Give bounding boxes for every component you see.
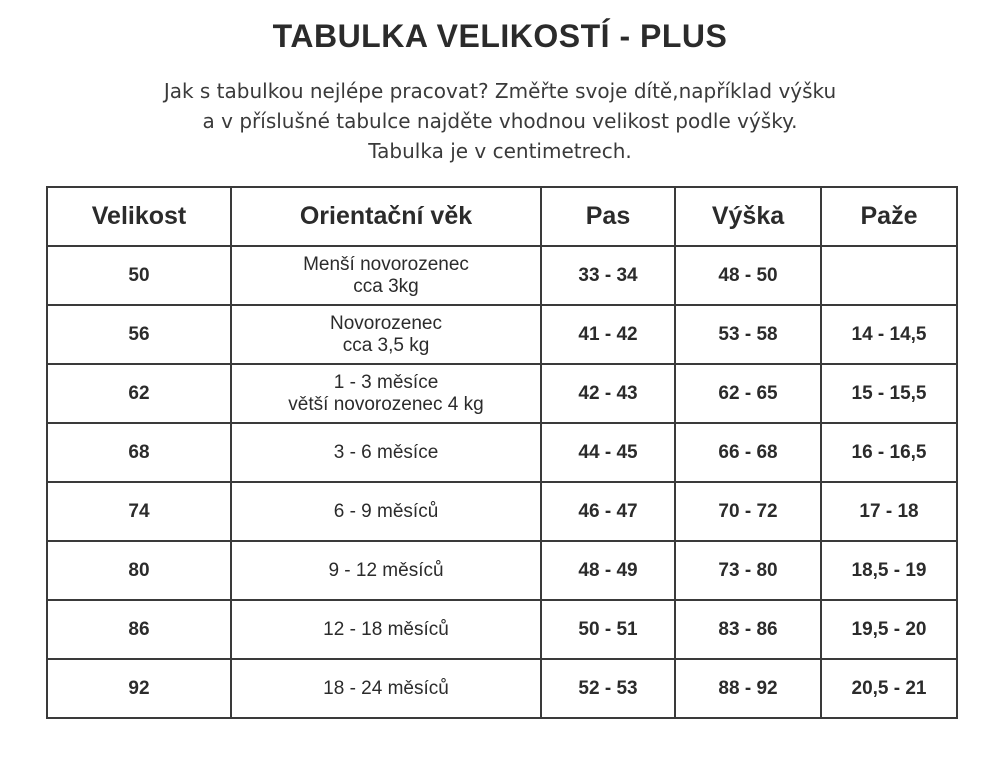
- intro-line: a v příslušné tabulce najděte vhodnou velikost podle výšky.: [202, 109, 798, 133]
- table-row: [47, 246, 957, 305]
- cell-height: 62 - 65: [675, 364, 821, 423]
- cell-arm: [821, 246, 957, 305]
- table-row: [47, 423, 957, 482]
- cell-height: 88 - 92: [675, 659, 821, 718]
- cell-arm: 14 - 14,5: [821, 305, 957, 364]
- cell-height: 66 - 68: [675, 423, 821, 482]
- cell-height: 53 - 58: [675, 305, 821, 364]
- header-size: Velikost: [47, 187, 231, 246]
- cell-age-line: 6 - 9 měsíců: [333, 500, 439, 522]
- header-waist: Pas: [541, 187, 675, 246]
- cell-waist: 50 - 51: [541, 600, 675, 659]
- cell-age: [231, 600, 541, 659]
- cell-age-line: Novorozenec: [330, 312, 442, 334]
- cell-height: 70 - 72: [675, 482, 821, 541]
- cell-size: 68: [47, 423, 231, 482]
- intro-text: [0, 76, 1000, 166]
- intro-line: Jak s tabulkou nejlépe pracovat? Změřte svoje dítě,například výšku: [163, 79, 837, 103]
- size-table: [46, 186, 958, 719]
- cell-age-line: Menší novorozenec: [303, 253, 469, 275]
- cell-height: 73 - 80: [675, 541, 821, 600]
- cell-size: 86: [47, 600, 231, 659]
- cell-height: 48 - 50: [675, 246, 821, 305]
- intro-line: Tabulka je v centimetrech.: [368, 139, 632, 163]
- cell-age-line: cca 3kg: [353, 275, 419, 297]
- cell-waist: 46 - 47: [541, 482, 675, 541]
- cell-arm: 19,5 - 20: [821, 600, 957, 659]
- cell-age: [231, 305, 541, 364]
- cell-waist: 33 - 34: [541, 246, 675, 305]
- cell-waist: 52 - 53: [541, 659, 675, 718]
- table-row: [47, 482, 957, 541]
- table-header-row: [47, 187, 957, 246]
- table-row: [47, 364, 957, 423]
- cell-waist: 42 - 43: [541, 364, 675, 423]
- cell-arm: 18,5 - 19: [821, 541, 957, 600]
- cell-size: 62: [47, 364, 231, 423]
- table-row: [47, 305, 957, 364]
- cell-age-line: 12 - 18 měsíců: [323, 618, 449, 640]
- header-age: Orientační věk: [231, 187, 541, 246]
- cell-age: [231, 659, 541, 718]
- cell-waist: 41 - 42: [541, 305, 675, 364]
- cell-age: [231, 423, 541, 482]
- cell-arm: 16 - 16,5: [821, 423, 957, 482]
- header-arm: Paže: [821, 187, 957, 246]
- table-row: [47, 659, 957, 718]
- table-body: [47, 246, 957, 718]
- cell-age-line: 3 - 6 měsíce: [333, 441, 439, 463]
- cell-arm: 15 - 15,5: [821, 364, 957, 423]
- cell-size: 80: [47, 541, 231, 600]
- cell-age: [231, 482, 541, 541]
- cell-age: [231, 541, 541, 600]
- cell-age-line: cca 3,5 kg: [342, 334, 430, 356]
- table-row: [47, 600, 957, 659]
- cell-size: 74: [47, 482, 231, 541]
- cell-age-line: 1 - 3 měsíce: [333, 371, 439, 393]
- cell-age-line: 18 - 24 měsíců: [323, 677, 449, 699]
- page-title: TABULKA VELIKOSTÍ - PLUS: [272, 18, 728, 54]
- cell-age: [231, 246, 541, 305]
- cell-height: 83 - 86: [675, 600, 821, 659]
- cell-arm: 17 - 18: [821, 482, 957, 541]
- cell-waist: 48 - 49: [541, 541, 675, 600]
- cell-size: 92: [47, 659, 231, 718]
- cell-size: 56: [47, 305, 231, 364]
- cell-age-line: 9 - 12 měsíců: [328, 559, 444, 581]
- cell-waist: 44 - 45: [541, 423, 675, 482]
- cell-arm: 20,5 - 21: [821, 659, 957, 718]
- table-row: [47, 541, 957, 600]
- cell-age: [231, 364, 541, 423]
- cell-age-line: větší novorozenec 4 kg: [288, 393, 484, 415]
- header-height: Výška: [675, 187, 821, 246]
- cell-size: 50: [47, 246, 231, 305]
